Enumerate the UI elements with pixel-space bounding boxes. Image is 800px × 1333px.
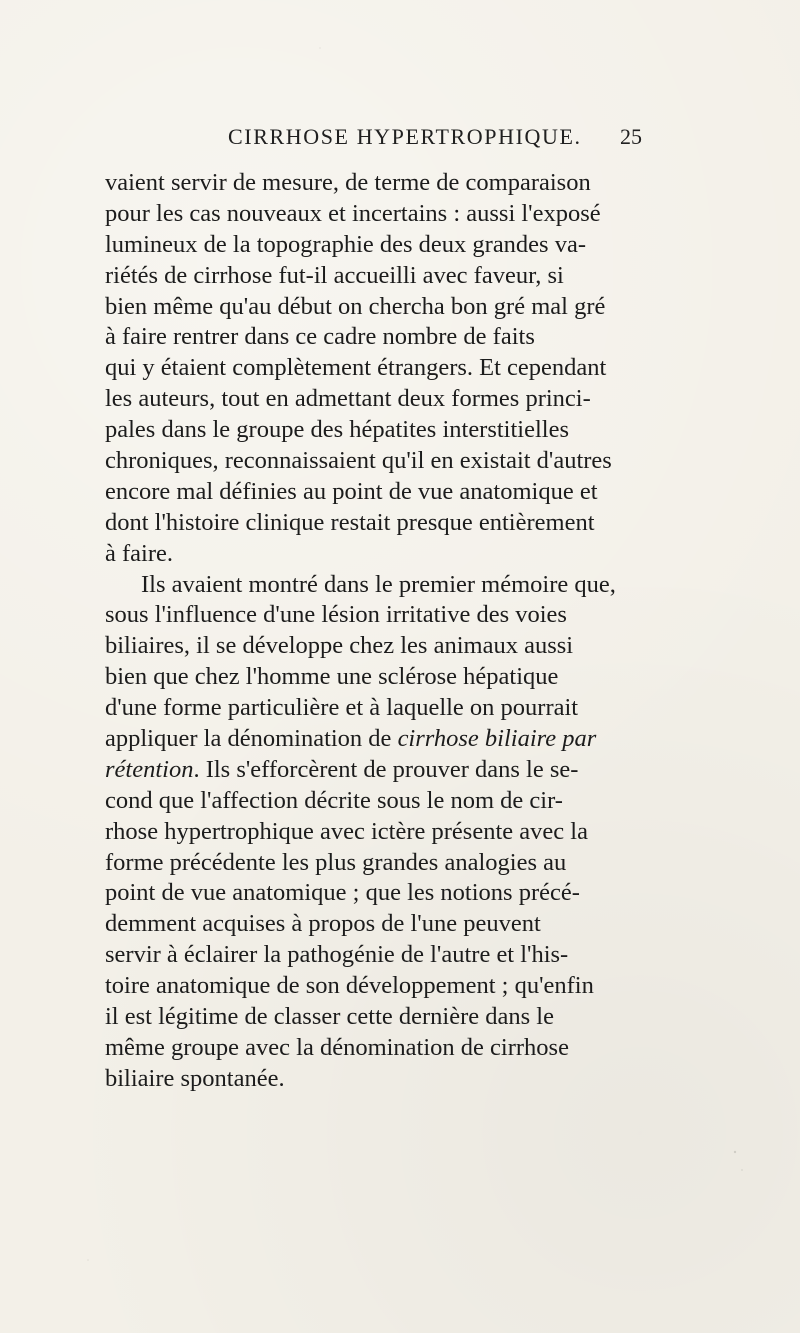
text-line: dont l'histoire clinique restait presque entièrement [105, 508, 595, 536]
text-line: rhose hypertrophique avec ictère présente avec la [105, 817, 588, 845]
text-line: riétés de cirrhose fut-il accueilli avec faveur, si [105, 261, 564, 289]
text-line: toire anatomique de son développement ; qu'enfin [105, 972, 594, 1000]
paragraph-start-line: Ils avaient montré dans le premier mémoire que, [141, 570, 616, 598]
text-line: vaient servir de mesure, de terme de comparaison [105, 169, 591, 196]
text-line: qui y étaient complètement étrangers. Et cependant [105, 354, 607, 382]
text-line: encore mal définies au point de vue anatomique et [105, 477, 598, 505]
mixed-style-line [105, 755, 660, 786]
page-number: 25 [620, 124, 642, 149]
text-line: demment acquises à propos de l'une peuvent [105, 910, 541, 938]
running-head [0, 124, 800, 158]
text-line: bien même qu'au début on chercha bon gré mal gré [105, 292, 606, 320]
running-title: CIRRHOSE HYPERTROPHIQUE. [228, 124, 582, 149]
text-line: bien que chez l'homme une sclérose hépatique [105, 663, 559, 691]
body-text [105, 168, 660, 1095]
text-line: lumineux de la topographie des deux grandes va- [105, 230, 587, 258]
italic-term: cirrhose biliaire par [397, 725, 597, 753]
text-line: pales dans le groupe des hépatites interstitielles [105, 416, 570, 444]
text-line: même groupe avec la dénomination de cirrhose [105, 1033, 569, 1061]
text-line: chroniques, reconnaissaient qu'il en existait d'autres [105, 447, 612, 475]
text-line: point de vue anatomique ; que les notions précé- [105, 879, 580, 907]
text-line: cond que l'affection décrite sous le nom de cir- [105, 786, 563, 814]
text-line: d'une forme particulière et à laquelle on pourrait [105, 694, 579, 722]
text-line: servir à éclairer la pathogénie de l'autre et l'his- [105, 941, 569, 969]
italic-term: rétention [105, 755, 194, 783]
line-text-after-italic: . Ils s'efforcèrent de prouver dans le se- [193, 755, 579, 783]
text-line: sous l'influence d'une lésion irritative des voies [105, 601, 567, 629]
line-text-before-italic: appliquer la dénomination de [105, 725, 398, 753]
text-line: pour les cas nouveaux et incertains : aussi l'exposé [105, 199, 601, 227]
text-line: il est légitime de classer cette dernière dans le [105, 1003, 554, 1031]
mixed-style-line [105, 724, 660, 755]
text-line: biliaire spontanée. [105, 1064, 285, 1092]
text-line: à faire rentrer dans ce cadre nombre de faits [105, 323, 535, 351]
text-line: biliaires, il se développe chez les animaux aussi [105, 632, 574, 660]
text-line: les auteurs, tout en admettant deux formes princi- [105, 385, 591, 413]
text-line: à faire. [105, 539, 173, 567]
text-line: forme précédente les plus grandes analogies au [105, 848, 567, 876]
